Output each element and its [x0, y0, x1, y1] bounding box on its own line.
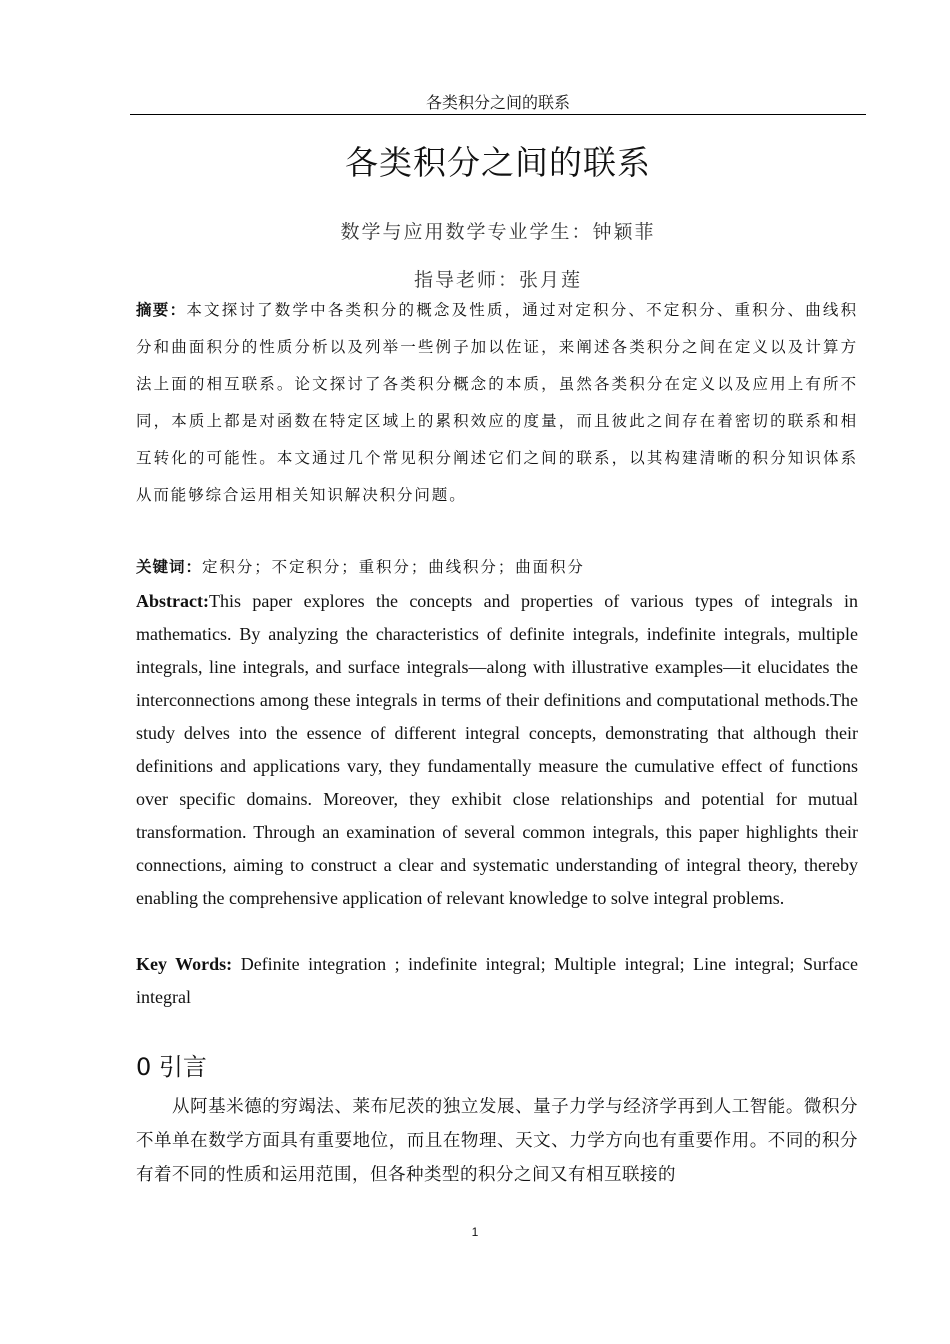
introduction-paragraph: 从阿基米德的穷竭法、莱布尼茨的独立发展、量子力学与经济学再到人工智能。微积分不单单在数学方面具有重要地位，而且在物理、天文、力学方向也有重要作用。不同的积分有着不同的性质和运用范围，但各种类型的积分之间又有相互联接的 — [136, 1097, 858, 1185]
page-number: 1 — [471, 1225, 479, 1239]
english-keywords-text: Definite integration ; indefinite integral; Multiple integral; Line integral; Surface integral — [136, 954, 859, 1007]
advisor-line: 指导老师：张月莲 — [413, 269, 582, 291]
author-line: 数学与应用数学专业学生：钟颖菲 — [340, 221, 656, 243]
english-keywords — [136, 948, 858, 1014]
english-abstract-text: This paper explores the concepts and properties of various types of integrals in mathematics. By analyzing the characteristics of definite integrals, indefinite integrals, multiple integrals, line integrals, and surface integrals—along with illustrative examples—it elucidates the interconnections among these integrals in terms of their definitions and computational methods.The study delves into the essence of different integral concepts, demonstrating that although their definitions and applications vary, they fundamentally measure the cumulative effect of functions over specific domains. Moreover, they exhibit close relationships and potential for mutual transformation. Through an examination of several common integrals, this paper highlights their connections, aiming to construct a clear and systematic understanding of integral theory, thereby enabling the comprehensive application of relevant knowledge to solve integral problems. — [136, 591, 858, 908]
english-keywords-label: Key Words: — [136, 954, 233, 974]
paper-title: 各类积分之间的联系 — [345, 143, 651, 182]
chinese-abstract-label: 摘要： — [136, 301, 187, 319]
chinese-keywords — [136, 552, 858, 582]
chinese-keywords-text: 定积分；不定积分；重积分；曲线积分；曲面积分 — [202, 558, 585, 576]
chinese-abstract-text: 本文探讨了数学中各类积分的概念及性质，通过对定积分、不定积分、重积分、曲线积分和曲面积分的性质分析以及列举一些例子加以佐证，来阐述各类积分之间在定义以及计算方法上面的相互联系。论文探讨了各类积分概念的本质，虽然各类积分在定义以及应用上有所不同，本质上都是对函数在特定区域上的累积效应的度量，而且彼此之间存在着密切的联系和相互转化的可能性。本文通过几个常见积分阐述它们之间的联系，以其构建清晰的积分知识体系从而能够综合运用相关知识解决积分问题。 — [136, 301, 858, 504]
section-heading-introduction: 0 引言 — [136, 1053, 207, 1081]
chinese-abstract — [136, 292, 858, 514]
english-abstract-label: Abstract: — [136, 591, 209, 611]
running-header: 各类积分之间的联系 — [130, 92, 866, 115]
english-abstract — [136, 585, 858, 915]
chinese-keywords-label: 关键词： — [136, 558, 203, 576]
